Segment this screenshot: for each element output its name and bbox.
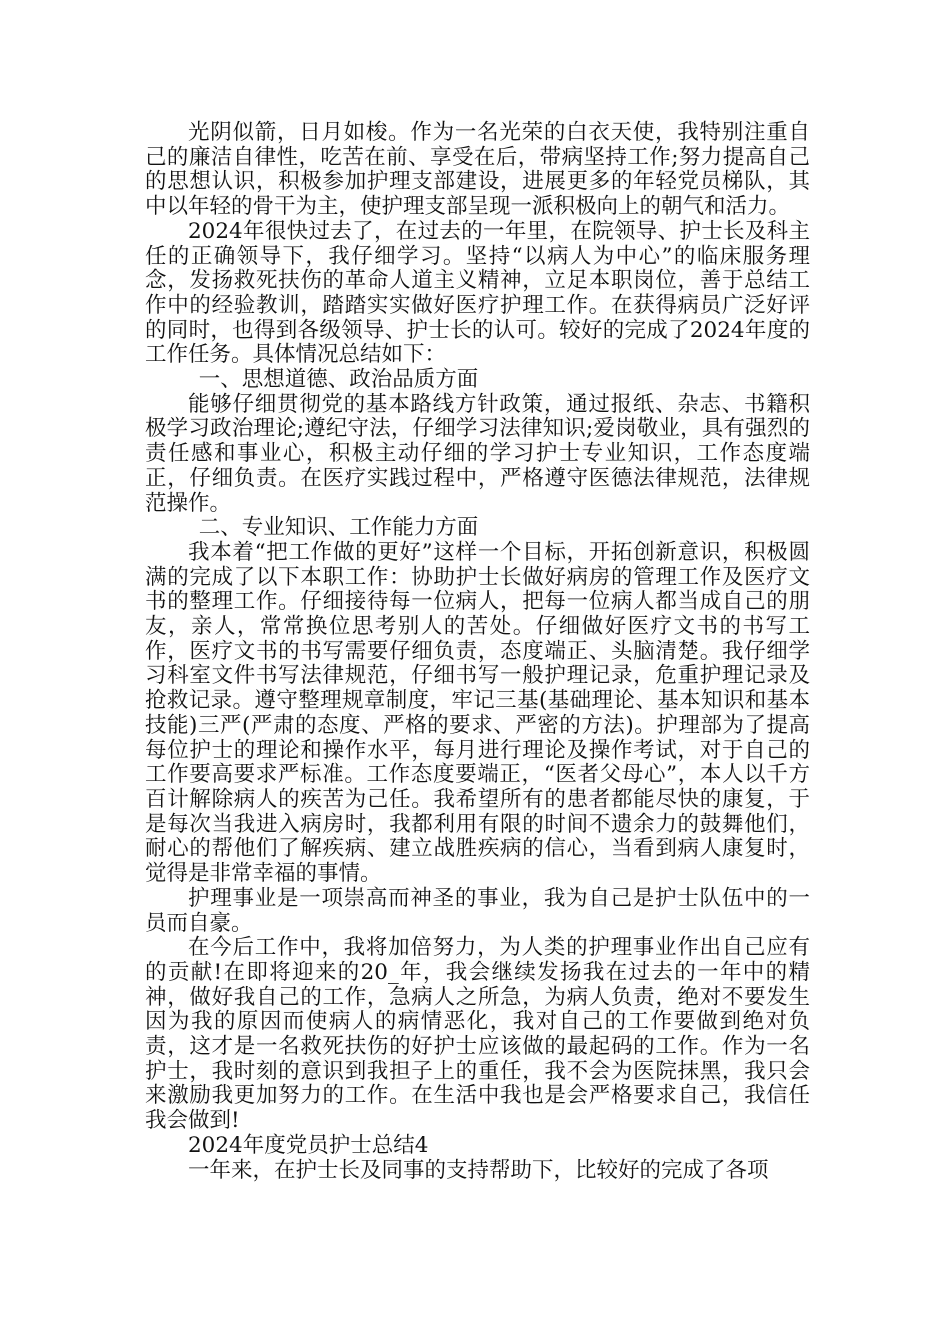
document-page <box>145 121 810 1183</box>
paragraph-ideology: 能够仔细贯彻党的基本路线方针政策，通过报纸、杂志、书籍积极学习政治理论;遵纪守法，仔细学习法律知识;爱岗敬业，具有强烈的责任感和事业心，积极主动仔细的学习护士专业知识，工作态度端正，仔细负责。在医疗实践过程中，严格遵守医德法律规范，法律规范操作。 <box>145 391 810 516</box>
section-heading-ideology: 一、思想道德、政治品质方面 <box>198 367 479 393</box>
paragraph-pride: 护理事业是一项崇高而神圣的事业，我为自己是护士队伍中的一员而自豪。 <box>145 885 810 936</box>
paragraph-professional: 我本着“把工作做的更好”这样一个目标，开拓创新意识，积极圆满的完成了以下本职工作：协助护士长做好病房的管理工作及医疗文书的整理工作。仔细接待每一位病人，把每一位病人都当成自己的朋友，亲人，常常换位思考别人的苦处。仔细做好医疗文书的书写工作，医疗文书的书写需要仔细负责，态度端正、头脑清楚。我仔细学习科室文件书写法律规范，仔细书写一般护理记录，危重护理记录及抢救记录。遵守整理规章制度，牢记三基(基础理论、基本知识和基本技能)三严(严肃的态度、严格的要求、严密的方法)。护理部为了提高每位护士的理论和操作水平，每月进行理论及操作考试，对于自己的工作要高要求严标准。工作态度要端正，“医者父母心”，本人以千方百计解除病人的疾苦为己任。我希望所有的患者都能尽快的康复，于是每次当我进入病房时，我都利用有限的时间不遗余力的鼓舞他们，耐心的帮他们了解疾病、建立战胜疾病的信心，当看到病人康复时，觉得是非常幸福的事情。 <box>145 539 810 887</box>
paragraph-future: 在今后工作中，我将加倍努力，为人类的护理事业作出自己应有的贡献!在即将迎来的20_年，我会继续发扬我在过去的一年中的精神，做好我自己的工作，急病人之所急，为病人负责，绝对不要发生因为我的原因而使病人的病情恶化，我对自己的工作要做到绝对负责，这才是一名救死扶伤的好护士应该做的最起码的工作。作为一名护士，我时刻的意识到我担子上的重任，我不会为医院抹黑，我只会来激励我更加努力的工作。在生活中我也是会严格要求自己，我信任我会做到! <box>145 935 810 1134</box>
paragraph-summary-4-start: 一年来，在护士长及同事的支持帮助下，比较好的完成了各项 <box>188 1157 769 1183</box>
paragraph-intro: 光阴似箭，日月如梭。作为一名光荣的白衣天使，我特别注重自己的廉洁自律性，吃苦在前、享受在后，带病坚持工作;努力提高自己的思想认识，积极参加护理支部建设，进展更多的年轻党员梯队，其中以年轻的骨干为主，使护理支部呈现一派积极向上的朝气和活力。 <box>145 120 810 220</box>
section-heading-professional: 二、专业知识、工作能力方面 <box>198 515 479 541</box>
paragraph-year-summary: 2024年很快过去了，在过去的一年里，在院领导、护士长及科主任的正确领导下，我仔细学习。坚持“以病人为中心”的临床服务理念，发扬救死扶伤的革命人道主义精神，立足本职岗位，善于总结工作中的经验教训，踏踏实实做好医疗护理工作。在获得病员广泛好评的同时，也得到各级领导、护士长的认可。较好的完成了2024年度的工作任务。具体情况总结如下： <box>145 218 810 368</box>
section-title-summary-4: 2024年度党员护士总结4 <box>188 1132 429 1158</box>
